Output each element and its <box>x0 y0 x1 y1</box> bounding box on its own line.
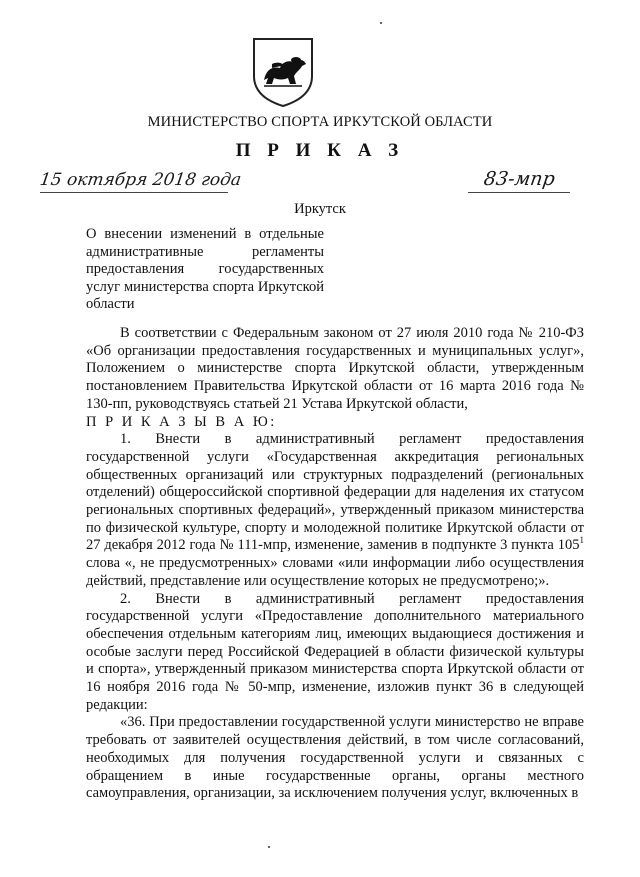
handwritten-number: 83-мпр <box>482 168 557 190</box>
item-1-paragraph <box>86 431 584 590</box>
handwritten-date: 15 октября 2018 года <box>38 170 243 190</box>
document-body <box>86 325 584 803</box>
scan-speck <box>268 846 270 848</box>
item-36-paragraph: «36. При предоставлении государственной услуги министерство не вправе требовать от заявителей осуществления действий, в том числе согласований, необходимых для получения государственной услуги и связанных с обращением в иные государственные органы, органы местного самоуправления, организации, за исключением получения услуг, включенных в <box>86 714 584 802</box>
document-subject: О внесении изменений в отдельные административные регламенты предоставления государственных услуг министерства спорта Иркутской области <box>86 226 324 312</box>
item-2-paragraph: 2. Внести в административный регламент предоставления государственной услуги «Предоставление дополнительного материального обеспечения отдельным категориям лиц, имеющих выдающиеся достижения и особые заслуги перед Российской Федерацией в области физической культуры и спорта», утвержденный приказом министерства спорта Иркутской области от 16 ноября 2016 года № 50-мпр, изменение, изложив пункт 36 в следующей редакции: <box>86 590 584 713</box>
city-name: Иркутск <box>294 201 346 217</box>
document-title: П Р И К А З <box>235 140 405 161</box>
number-underline <box>468 192 570 193</box>
item-1-superscript: 1 <box>579 535 584 546</box>
irkutsk-coat-of-arms-icon <box>250 36 316 108</box>
item-1-text: 1. Внести в административный регламент предоставления государственной услуги «Государственная аккредитация региональных общественных организаций или структурных подразделений (региональных отделений) общероссийской спортивной федерации для наделения их статусом региональных спортивных федераций», утвержденный приказом министерства по физической культуре, спорту и молодежной политике Иркутской области от 27 декабря 2012 года № 111-мпр, изменение, заменив в подпункте 3 пункта 105 <box>86 431 584 554</box>
scan-speck <box>380 22 382 24</box>
item-1-text-end: слова «, не предусмотренных» словами «или информации либо осуществления действий, представление или осуществление которых не предусмотрено;». <box>86 555 584 589</box>
ministry-name: МИНИСТЕРСТВО СПОРТА ИРКУТСКОЙ ОБЛАСТИ <box>147 114 493 130</box>
date-underline <box>40 192 228 193</box>
preamble-paragraph: В соответствии с Федеральным законом от 27 июля 2010 года № 210-ФЗ «Об организации предоставления государственных и муниципальных услуг», Положением о министерстве спорта Иркутской области, утвержденным постановлением Правительства Иркутской области от 16 марта 2016 года № 130-пп, руководствуясь статьей 21 Устава Иркутской области, <box>86 325 584 412</box>
order-word: П Р И К А З Ы В А Ю: <box>86 413 277 430</box>
